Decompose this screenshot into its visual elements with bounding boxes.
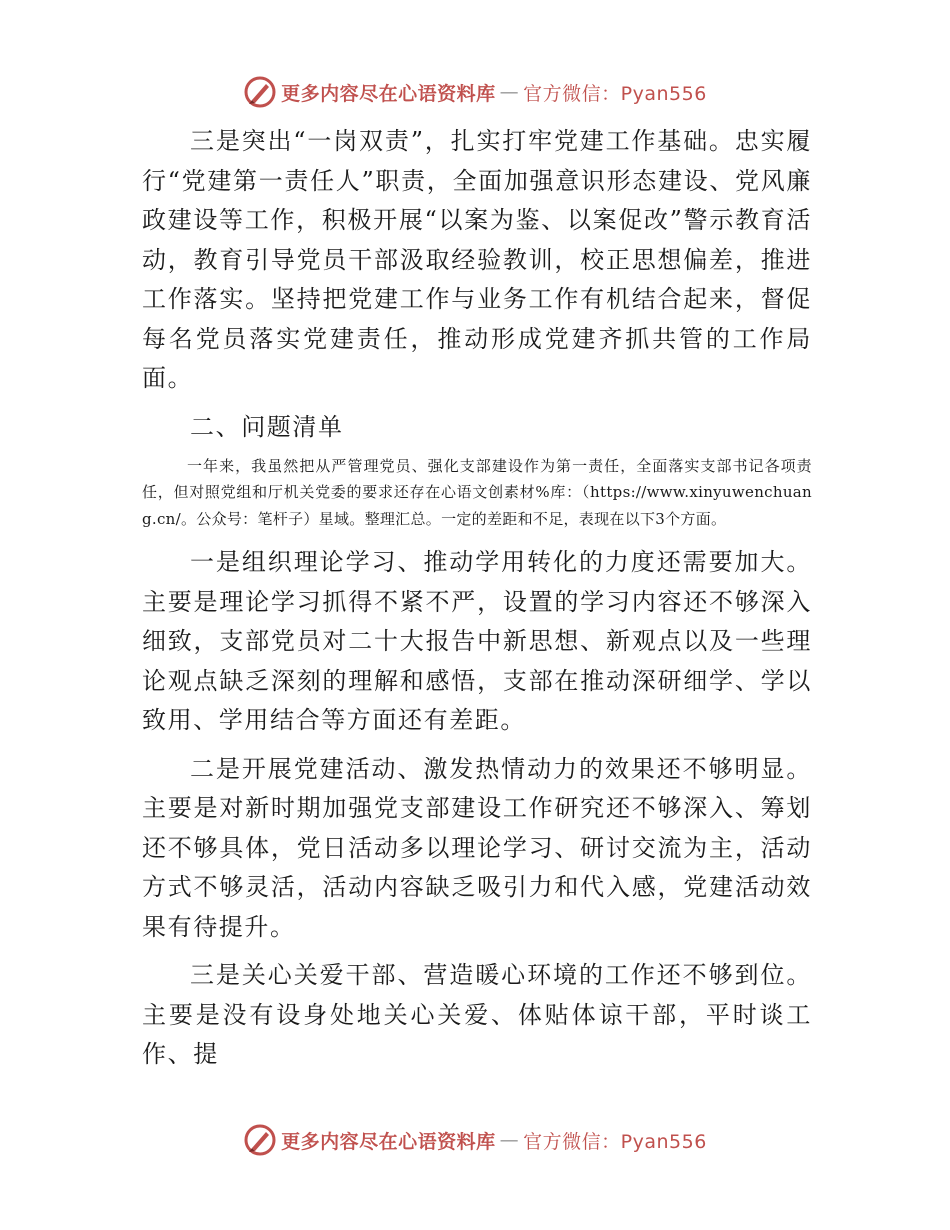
banner-wechat-text: 官方微信：Pyan556 [523, 1130, 707, 1153]
banner-dash: — [499, 1129, 520, 1151]
banner-wechat-text: 官方微信：Pyan556 [523, 82, 707, 105]
header-banner [0, 72, 950, 112]
paragraph-party-responsibility: 三是突出“一岗双责”，扎实打牢党建工作基础。忠实履行“党建第一责任人”职责，全面加强意识形态建设、党风廉政建设等工作，积极开展“以案为鉴、以案促改”警示教育活动，教育引导党员干部汲取经验教训，校正思想偏差，推进工作落实。坚持把党建工作与业务工作有机结合起来，督促每名党员落实党建责任，推动形成党建齐抓共管的工作局面。 [142, 127, 812, 392]
document-body [142, 122, 812, 1075]
pen-circle-logo-icon [243, 1123, 277, 1157]
banner-main-text: 更多内容尽在心语资料库 [281, 82, 496, 105]
banner-dash: — [499, 81, 520, 103]
paragraph-intro-small: 一年来，我虽然把从严管理党员、强化支部建设作为第一责任，全面落实支部书记各项责任，但对照党组和厅机关党委的要求还存在心语文创素材%库：（https://www.xinyuwenchuang.cn/。公众号：笔杆子）星域。整理汇总。一定的差距和不足，表现在以下3个方面。 [142, 456, 812, 528]
pen-circle-logo-icon [243, 75, 277, 109]
banner-main-text: 更多内容尽在心语资料库 [281, 1130, 496, 1153]
paragraph-cadre-care: 三是关心关爱干部、营造暖心环境的工作还不够到位。主要是没有设身处地关心关爱、体贴体谅干部，平时谈工作、提 [142, 961, 812, 1068]
paragraph-party-activities: 二是开展党建活动、激发热情动力的效果还不够明显。主要是对新时期加强党支部建设工作研究还不够深入、筹划还不够具体，党日活动多以理论学习、研讨交流为主，活动方式不够灵活，活动内容缺乏吸引力和代入感，党建活动效果有待提升。 [142, 754, 812, 941]
paragraph-theory-study: 一是组织理论学习、推动学用转化的力度还需要加大。主要是理论学习抓得不紧不严，设置的学习内容还不够深入细致，支部党员对二十大报告中新思想、新观点以及一些理论观点缺乏深刻的理解和感悟，支部在推动深研细学、学以致用、学用结合等方面还有差距。 [142, 548, 812, 734]
section-heading-problem-list: 二、问题清单 [190, 412, 344, 441]
footer-banner [0, 1120, 950, 1160]
